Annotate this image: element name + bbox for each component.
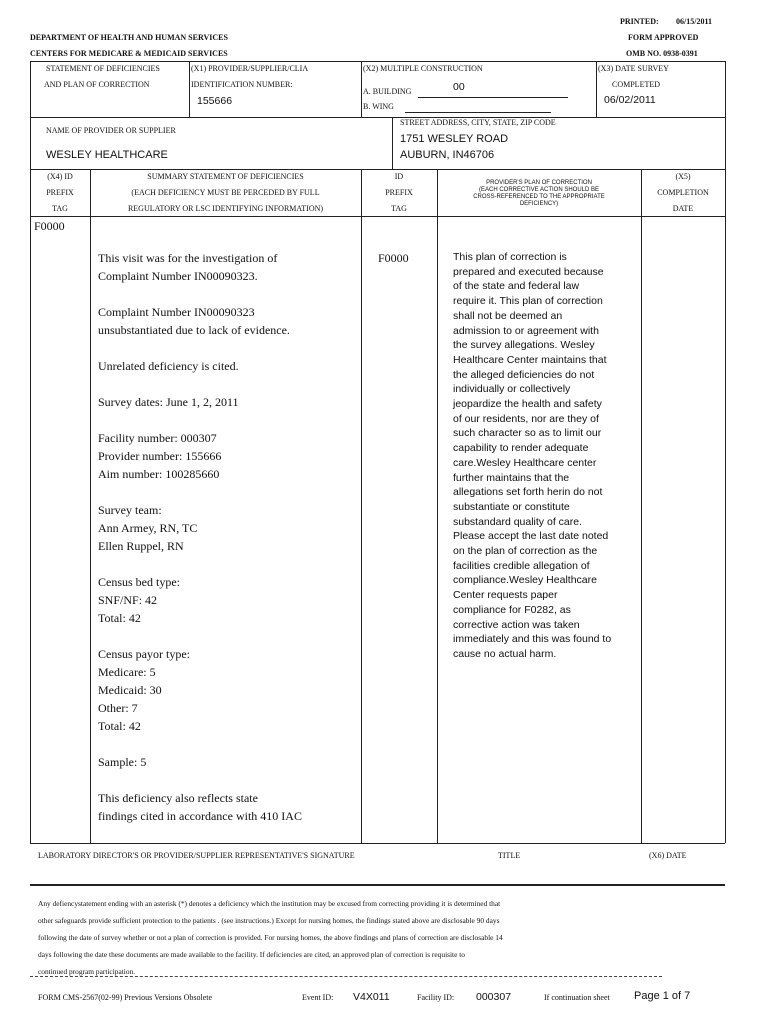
plan-label: AND PLAN OF CORRECTION (44, 80, 150, 89)
continuation-label: If continuation sheet (544, 993, 610, 1002)
plan-line: compliance for F0282, as (453, 603, 571, 616)
x5-header-2: COMPLETION (657, 188, 709, 197)
provider-id-value: 155666 (197, 95, 233, 107)
x4-header-3: TAG (52, 204, 68, 213)
plan-line: individually or collectively (453, 383, 571, 396)
facility-id-value: 000307 (476, 991, 512, 1003)
omb-number: OMB NO. 0938-0391 (626, 49, 698, 58)
plan-line: substantiate or constitute (453, 500, 570, 513)
plan-line: Healthcare Center maintains that (453, 353, 607, 366)
plan-line: corrective action was taken (453, 618, 580, 631)
summary-line: Sample: 5 (98, 755, 147, 769)
summary-line (98, 375, 358, 393)
plan-line: of the state and federal law (453, 280, 580, 293)
provider-name-label: NAME OF PROVIDER OR SUPPLIER (46, 126, 176, 135)
summary-line: unsubstantiated due to lack of evidence. (98, 323, 290, 337)
summary-line: Complaint Number IN00090323 (98, 305, 255, 319)
x3-label: (X3) DATE SURVEY (598, 64, 669, 73)
summary-line: Aim number: 100285660 (98, 467, 220, 481)
summary-line: Ann Armey, RN, TC (98, 521, 198, 535)
x3-sub-label: COMPLETED (612, 80, 660, 89)
x4-header-2: PREFIX (46, 188, 74, 197)
summary-line: Census bed type: (98, 575, 180, 589)
summary-line (98, 285, 358, 303)
printed-label: PRINTED: (620, 17, 659, 26)
summary-line: Total: 42 (98, 719, 141, 733)
plan-line: jeopardize the health and safety (453, 398, 602, 411)
building-value: 00 (453, 81, 465, 93)
summary-line: Survey team: (98, 503, 162, 517)
tag-right: F0000 (378, 251, 409, 265)
disclaimer-line: days following the date these documents are made available to the facility. If deficiencies are cited, an approved plan of correction is requisite to (38, 950, 465, 959)
disclaimer-line: following the date of survey whether or not a plan of correction is provided. For nursing homes, the above findings and plans of correction are disclosable 14 (38, 933, 503, 942)
plan-line: cause no actual harm. (453, 647, 557, 660)
plan-header-1: PROVIDER'S PLAN OF CORRECTION (486, 180, 592, 186)
summary-header-3: REGULATORY OR LSC IDENTIFYING INFORMATION) (127, 204, 324, 213)
summary-line: Survey dates: June 1, 2, 2011 (98, 395, 239, 409)
summary-line: This deficiency also reflects state (98, 791, 258, 805)
summary-line (98, 555, 358, 573)
disclaimer-line: other safeguards provide sufficient protection to the patients . (see instructions.) Except for nursing homes, the findings stated above are disclosable 90 days (38, 916, 500, 925)
plan-line: of our residents, nor are they of (453, 412, 599, 425)
page-number: Page 1 of 7 (634, 990, 691, 1002)
title-label: TITLE (498, 851, 521, 860)
survey-completed-date: 06/02/2011 (604, 94, 656, 106)
id-header-3: TAG (391, 204, 407, 213)
disclaimer-line: Any defiencystatement ending with an asterisk (*) denotes a deficiency which the institution may be excused from correcting providing it is determined that (38, 899, 501, 908)
x1-sub-label: IDENTIFICATION NUMBER: (191, 80, 293, 89)
plan-line: further maintains that the (453, 471, 570, 484)
x5-header-1: (X5) (675, 172, 691, 181)
summary-line (98, 339, 358, 357)
summary-line: findings cited in accordance with 410 IAC (98, 809, 302, 823)
plan-line: care.Wesley Healthcare center (453, 456, 597, 469)
id-header-2: PREFIX (385, 188, 413, 197)
plan-header-4: DEFICIENCY) (519, 201, 559, 207)
summary-line: Provider number: 155666 (98, 449, 222, 463)
plan-line: prepared and executed because (453, 265, 604, 278)
date-label: (X6) DATE (649, 851, 687, 860)
plan-line: facilities credible allegation of (453, 559, 590, 572)
summary-line: Ellen Ruppel, RN (98, 539, 184, 553)
tag-left: F0000 (34, 219, 65, 233)
printed-date: 06/15/2011 (676, 17, 713, 26)
plan-line: shall not be deemed an (453, 309, 563, 322)
plan-header-3: CROSS-REFERENCED TO THE APPROPRIATE (473, 194, 605, 200)
facility-id-label: Facility ID: (417, 993, 455, 1002)
disclaimer-line: continued program participation. (38, 967, 136, 976)
id-header-1: ID (394, 172, 404, 181)
disclaimer-text (38, 895, 718, 980)
address-line-1: 1751 WESLEY ROAD (400, 133, 509, 145)
summary-header-2: (EACH DEFICIENCY MUST BE PERCEDED BY FULL (131, 188, 320, 197)
plan-line: allegations set forth herin do not (453, 486, 603, 499)
summary-line: This visit was for the investigation of (98, 251, 278, 265)
address-label: STREET ADDRESS, CITY, STATE, ZIP CODE (400, 118, 556, 127)
summary-line: SNF/NF: 42 (98, 593, 158, 607)
plan-line: such character so as to limit our (453, 427, 602, 440)
summary-line: Census payor type: (98, 647, 190, 661)
x4-header-1: (X4) ID (47, 172, 73, 181)
plan-line: the alleged deficiencies do not (453, 368, 595, 381)
plan-line: immediately and this was found to (453, 633, 612, 646)
signature-label: LABORATORY DIRECTOR'S OR PROVIDER/SUPPLIER REPRESENTATIVE'S SIGNATURE (38, 851, 355, 860)
summary-line (98, 483, 358, 501)
summary-line: Medicare: 5 (98, 665, 156, 679)
provider-name-value: WESLEY HEALTHCARE (46, 149, 168, 161)
plan-line: on the plan of correction as the (453, 545, 598, 558)
address-line-2: AUBURN, IN46706 (400, 149, 495, 161)
summary-statement (98, 249, 358, 825)
summary-line (98, 771, 358, 789)
summary-header-1: SUMMARY STATEMENT OF DEFICIENCIES (147, 172, 304, 181)
summary-line: Complaint Number IN00090323. (98, 269, 258, 283)
department-title: DEPARTMENT OF HEALTH AND HUMAN SERVICES (30, 33, 228, 42)
summary-line: Unrelated deficiency is cited. (98, 359, 239, 373)
cms-title: CENTERS FOR MEDICARE & MEDICAID SERVICES (30, 49, 228, 58)
plan-header-2: (EACH CORRECTIVE ACTION SHOULD BE (478, 187, 600, 193)
statement-label: STATEMENT OF DEFICIENCIES (46, 64, 160, 73)
plan-line: admission to or agreement with (453, 324, 599, 337)
building-label: A. BUILDING (363, 87, 412, 96)
summary-line (98, 411, 358, 429)
wing-label: B. WING (363, 102, 394, 111)
plan-line: the survey allegations. Wesley (453, 339, 595, 352)
summary-line (98, 627, 358, 645)
summary-line: Medicaid: 30 (98, 683, 162, 697)
x2-label: (X2) MULTIPLE CONSTRUCTION (363, 64, 483, 73)
plan-line: Please accept the last date noted (453, 530, 609, 543)
plan-line: capability to render adequate (453, 442, 589, 455)
plan-line: This plan of correction is (453, 251, 567, 263)
summary-line: Total: 42 (98, 611, 141, 625)
form-number: FORM CMS-2567(02-99) Previous Versions Obsolete (38, 993, 213, 1002)
summary-line: Other: 7 (98, 701, 138, 715)
summary-line (98, 735, 358, 753)
x1-label: (X1) PROVIDER/SUPPLIER/CLIA (191, 64, 309, 73)
x5-header-3: DATE (672, 204, 694, 213)
plan-line: require it. This plan of correction (453, 295, 603, 308)
event-id-label: Event ID: (302, 993, 334, 1002)
plan-line: compliance.Wesley Healthcare (453, 574, 597, 587)
form-approved: FORM APPROVED (628, 33, 699, 42)
plan-line: Center requests paper (453, 589, 558, 602)
plan-of-correction (453, 250, 637, 662)
event-id-value: V4X011 (353, 991, 390, 1003)
plan-line: substandard quality of care. (453, 515, 582, 528)
summary-line: Facility number: 000307 (98, 431, 217, 445)
